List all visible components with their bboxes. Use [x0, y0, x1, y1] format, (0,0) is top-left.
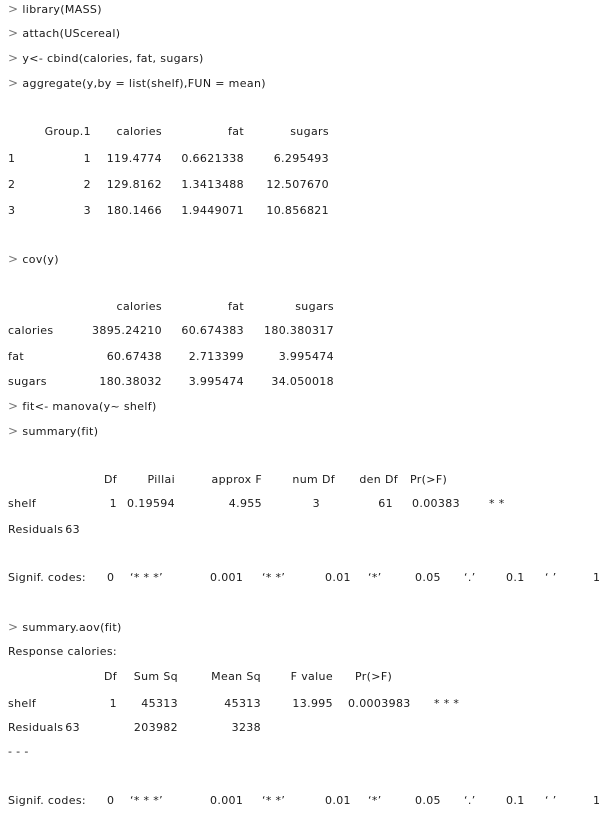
- row-label: Residuals: [8, 721, 64, 734]
- column-header: F value: [290, 670, 333, 683]
- table-cell: 34.050018: [271, 375, 334, 388]
- column-header: Sum Sq: [133, 670, 178, 683]
- table-cell: 60.674383: [181, 324, 244, 337]
- command-line: [8, 399, 157, 414]
- prompt-symbol: >: [8, 252, 19, 266]
- row-label: shelf: [8, 697, 37, 710]
- response-label: Response calories:: [8, 645, 117, 658]
- signif-item: 1: [593, 571, 601, 584]
- command-text: summary.aov(fit): [22, 621, 122, 634]
- separator: - - -: [8, 745, 29, 758]
- column-header: fat: [228, 300, 244, 313]
- command-text: cov(y): [22, 253, 59, 266]
- column-header: Group.1: [44, 125, 91, 138]
- prompt-symbol: >: [8, 424, 19, 438]
- table-cell: 10.856821: [266, 204, 329, 217]
- row-label: fat: [8, 350, 24, 363]
- table-cell: 4.955: [228, 497, 262, 510]
- table-cell: 180.1466: [106, 204, 162, 217]
- row-label: calories: [8, 324, 54, 337]
- command-line: [8, 51, 204, 66]
- row-label: shelf: [8, 497, 37, 510]
- prompt-symbol: >: [8, 620, 19, 634]
- table-cell: 3238: [231, 721, 261, 734]
- column-header: Df: [103, 670, 117, 683]
- table-cell: 63: [65, 721, 80, 734]
- table-cell: 45313: [224, 697, 261, 710]
- command-text: library(MASS): [22, 3, 102, 16]
- column-header: Pr(>F): [355, 670, 393, 683]
- table-cell: 63: [65, 523, 80, 536]
- command-line: [8, 2, 102, 17]
- table-cell: 180.38032: [99, 375, 162, 388]
- column-header: fat: [228, 125, 244, 138]
- signif-label: Signif. codes:: [8, 794, 86, 807]
- column-header: Pillai: [147, 473, 175, 486]
- prompt-symbol: >: [8, 51, 19, 65]
- signif-item: ‘ ’: [545, 794, 557, 807]
- command-text: summary(fit): [22, 425, 99, 438]
- table-cell: 0.00383: [412, 497, 460, 510]
- column-header: approx F: [211, 473, 262, 486]
- table-cell: 2.713399: [188, 350, 244, 363]
- signif-item: ‘* * *’: [130, 571, 163, 584]
- significance-stars: * *: [489, 497, 505, 510]
- command-text: fit<- manova(y~ shelf): [22, 400, 157, 413]
- table-cell: 3: [83, 204, 91, 217]
- column-header: num Df: [292, 473, 335, 486]
- signif-item: ‘.’: [464, 571, 476, 584]
- signif-item: 0.05: [415, 571, 441, 584]
- table-cell: 12.507670: [266, 178, 329, 191]
- signif-item: ‘.’: [464, 794, 476, 807]
- table-cell: 1: [109, 497, 117, 510]
- table-cell: 13.995: [292, 697, 333, 710]
- column-header: den Df: [359, 473, 398, 486]
- table-cell: 1: [83, 152, 91, 165]
- signif-item: 0.001: [210, 571, 244, 584]
- table-cell: 60.67438: [106, 350, 162, 363]
- signif-item: ‘ ’: [545, 571, 557, 584]
- prompt-symbol: >: [8, 76, 19, 90]
- signif-item: 0.1: [506, 571, 525, 584]
- prompt-symbol: >: [8, 399, 19, 413]
- significance-stars: * * *: [434, 697, 460, 710]
- command-text: attach(UScereal): [22, 27, 121, 40]
- table-cell: 3: [312, 497, 320, 510]
- table-cell: 3.995474: [188, 375, 244, 388]
- table-cell: 3.995474: [278, 350, 334, 363]
- table-cell: 180.380317: [264, 324, 334, 337]
- table-cell: 203982: [133, 721, 178, 734]
- column-header: sugars: [295, 300, 334, 313]
- table-cell: 0.19594: [127, 497, 175, 510]
- table-cell: 6.295493: [273, 152, 329, 165]
- signif-item: 0.1: [506, 794, 525, 807]
- row-index: 1: [8, 152, 16, 165]
- signif-item: ‘* *’: [262, 794, 286, 807]
- command-text: aggregate(y,by = list(shelf),FUN = mean): [22, 77, 266, 90]
- table-cell: 129.8162: [106, 178, 162, 191]
- command-text: y<- cbind(calories, fat, sugars): [22, 52, 204, 65]
- signif-item: ‘*’: [368, 571, 382, 584]
- table-cell: 2: [83, 178, 91, 191]
- command-line: [8, 76, 266, 91]
- command-line: [8, 424, 98, 439]
- column-header: Pr(>F): [410, 473, 448, 486]
- signif-label: Signif. codes:: [8, 571, 86, 584]
- column-header: calories: [116, 125, 162, 138]
- column-header: sugars: [290, 125, 329, 138]
- column-header: calories: [116, 300, 162, 313]
- command-line: [8, 252, 59, 267]
- signif-item: 0: [107, 794, 115, 807]
- signif-item: ‘* * *’: [130, 794, 163, 807]
- column-header: Df: [103, 473, 117, 486]
- command-line: [8, 620, 122, 635]
- table-cell: 0.6621338: [181, 152, 244, 165]
- table-cell: 0.0003983: [348, 697, 411, 710]
- table-cell: 3895.24210: [92, 324, 162, 337]
- table-cell: 1.3413488: [181, 178, 244, 191]
- table-cell: 119.4774: [106, 152, 162, 165]
- prompt-symbol: >: [8, 26, 19, 40]
- table-cell: 61: [378, 497, 393, 510]
- signif-item: 0: [107, 571, 115, 584]
- signif-item: 0.01: [325, 571, 351, 584]
- table-cell: 45313: [141, 697, 178, 710]
- row-index: 2: [8, 178, 16, 191]
- signif-item: 0.05: [415, 794, 441, 807]
- signif-item: 1: [593, 794, 601, 807]
- prompt-symbol: >: [8, 2, 19, 16]
- signif-item: 0.001: [210, 794, 244, 807]
- row-label: Residuals: [8, 523, 64, 536]
- signif-item: ‘*’: [368, 794, 382, 807]
- row-index: 3: [8, 204, 16, 217]
- row-label: sugars: [8, 375, 47, 388]
- signif-item: 0.01: [325, 794, 351, 807]
- table-cell: 1.9449071: [181, 204, 244, 217]
- command-line: [8, 26, 120, 41]
- column-header: Mean Sq: [211, 670, 261, 683]
- table-cell: 1: [109, 697, 117, 710]
- signif-item: ‘* *’: [262, 571, 286, 584]
